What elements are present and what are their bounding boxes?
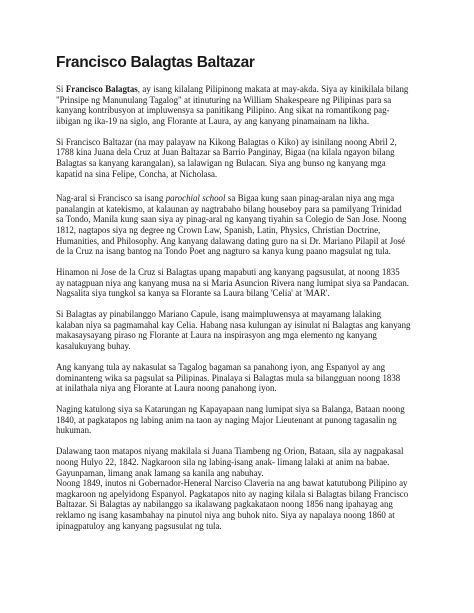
text-line: Si Balagtas ay pinabilanggo Mariano Capule, isang maimpluwensya at mayamang lalaking bbox=[56, 309, 382, 320]
paragraph bbox=[56, 446, 418, 531]
text-line: Baltazar. Si Balagtas ay nabilanggo sa ikalawang pagkakataon noong 1856 nang ipahayag ang bbox=[56, 499, 393, 510]
text-line: Hinamon ni Jose de la Cruz si Balagtas upang mapabuti ang kanyang pagsusulat, at noong 1835 bbox=[56, 267, 400, 278]
text-line bbox=[56, 84, 418, 95]
text-line: kapatid na sina Felipe, Concha, at Nicholasa. bbox=[56, 168, 218, 179]
text-line: kanyang kontribusyon at impluwensya sa panitikang Pilipino. Ang sikat na romantikong pag- bbox=[56, 105, 390, 116]
text-line: magkaroon ng apelyidong Espanyol. Pagkatapos nito ay naging kilala si Balagtas bilang Francisco bbox=[56, 488, 409, 499]
paragraph bbox=[56, 362, 418, 394]
text-line bbox=[56, 193, 418, 204]
text-line: "Prinsipe ng Manunulang Tagalog" at itinuturing na William Shakespeare ng Pilipinas para sa bbox=[56, 94, 392, 105]
text-line: hukuman. bbox=[56, 425, 92, 436]
paragraph bbox=[56, 267, 418, 299]
italic-term: parochial school bbox=[165, 193, 226, 204]
text-line: noong Hulyo 22, 1842. Nagkaroon sila ng labing-isang anak- limang lalaki at anim na babae. bbox=[56, 456, 390, 467]
text-line: de la Cruz na isang bantog na Tondo Poet ang nagturo sa kanya kung paano magsulat ng tula. bbox=[56, 246, 391, 257]
text-line: kasalukuyang buhay. bbox=[56, 341, 131, 352]
document-body bbox=[56, 84, 418, 531]
text-line: at inilathala niya ang Florante at Laura noong panahong iyon. bbox=[56, 383, 277, 394]
text-line: Noong 1849, inutos ni Gobernador-Heneral Narciso Claveria na ang bawat katutubong Pilipino ay bbox=[56, 478, 408, 489]
bold-name: Francisco Balagtas bbox=[65, 84, 138, 94]
text-line: Naging katulong siya sa Katarungan ng Kapayapaan nang lumipat siya sa Balanga, Bataan noong bbox=[56, 404, 405, 415]
text-line: Balagtas sa kanyang karangalan), sa lalawigan ng Bulacan. Siya ang bunso ng kanyang mga bbox=[56, 157, 386, 168]
paragraph bbox=[56, 404, 418, 436]
text-line: dominanteng wika sa pagsulat sa Pilipinas. Pinalaya si Balagtas mula sa bilangguan noong 1838 bbox=[56, 372, 401, 383]
paragraph bbox=[56, 84, 418, 126]
text-run: , ay isang kilalang Pilipinong makata at may-akda. Siya ay kinikilala bilang bbox=[137, 84, 409, 94]
text-line: ipinagpatuloy ang kanyang pagsusulat ng tula. bbox=[56, 520, 222, 531]
paragraph bbox=[56, 309, 418, 351]
text-line: Humanities, and Philosophy. Ang kanyang dalawang dating guro na si Dr. Mariano Pilapil at José bbox=[56, 235, 406, 246]
text-run: Si bbox=[56, 84, 66, 94]
text-run: Nag-aral si Francisco sa isang bbox=[56, 193, 166, 204]
document-title: Francisco Balagtas Baltazar bbox=[56, 54, 255, 71]
text-line: Ang kanyang tula ay nakasulat sa Tagalog bagaman sa panahong iyon, ang Espanyol ay ang bbox=[56, 362, 386, 373]
text-line: ay natagpuan niya ang kanyang musa na si Maria Asuncion Rivera nang lumipat siya sa Pandacan. bbox=[56, 277, 409, 288]
text-line: Dalawang taon matapos niyang makilala si Juana Tiambeng ng Orion, Bataan, sila ay nagpakasal bbox=[56, 446, 404, 457]
text-line: reklamo ng isang kasambahay na pinutol niya ang buhok nito. Siya ay napalaya noong 1860 at bbox=[56, 509, 395, 520]
text-line: Si Francisco Baltazar (na may palayaw na Kikong Balagtas o Kiko) ay isinilang noong Abril 2, bbox=[56, 136, 397, 147]
text-line: Gayunpaman, limang anak lamang sa kanila ang nabuhay. bbox=[56, 467, 264, 478]
text-line: kalaban niya sa pagmamahal kay Celia. Habang nasa kulungan ay isinulat ni Balagtas ang kanyang bbox=[56, 319, 411, 330]
text-line: Nagsalita siya tungkol sa kanya sa Florante sa Laura bilang 'Celia' at 'MAR'. bbox=[56, 288, 330, 299]
text-line: makasaysayang piraso ng Florante at Laura na inspirasyon ang mga elemento ng kanyang bbox=[56, 330, 377, 341]
paragraph bbox=[56, 137, 418, 179]
text-line: 1788 kina Juana dela Cruz at Juan Baltazar sa Barrio Panginay, Bigaa (na kilala ngayon bilang bbox=[56, 147, 395, 158]
text-line: iibigan ng ika-19 na siglo, ang Florante at Laura, ay ang kanyang pinamainam na likha. bbox=[56, 115, 370, 126]
text-run: sa Bigaa kung saan pinag-aralan niya ang mga bbox=[225, 193, 395, 204]
text-line: sa Tondo, Manila kung saan siya ay pinag-aral ng kanyang tiyahin sa Colegio de San Jose. Noong bbox=[56, 214, 407, 225]
text-line: 1840, at pagkatapos ng labing anim na taon ay naging Major Lieutenant at punong tagasalin ng bbox=[56, 414, 397, 425]
text-line: 1812, nagtapos siya ng degree ng Crown Law, Spanish, Latin, Physics, Christian Doctrine, bbox=[56, 224, 381, 235]
text-line: panalangin at katekismo, at kalaunan ay nagtrabaho bilang houseboy para sa pamilyang Trinidad bbox=[56, 203, 402, 214]
paragraph bbox=[56, 193, 418, 257]
